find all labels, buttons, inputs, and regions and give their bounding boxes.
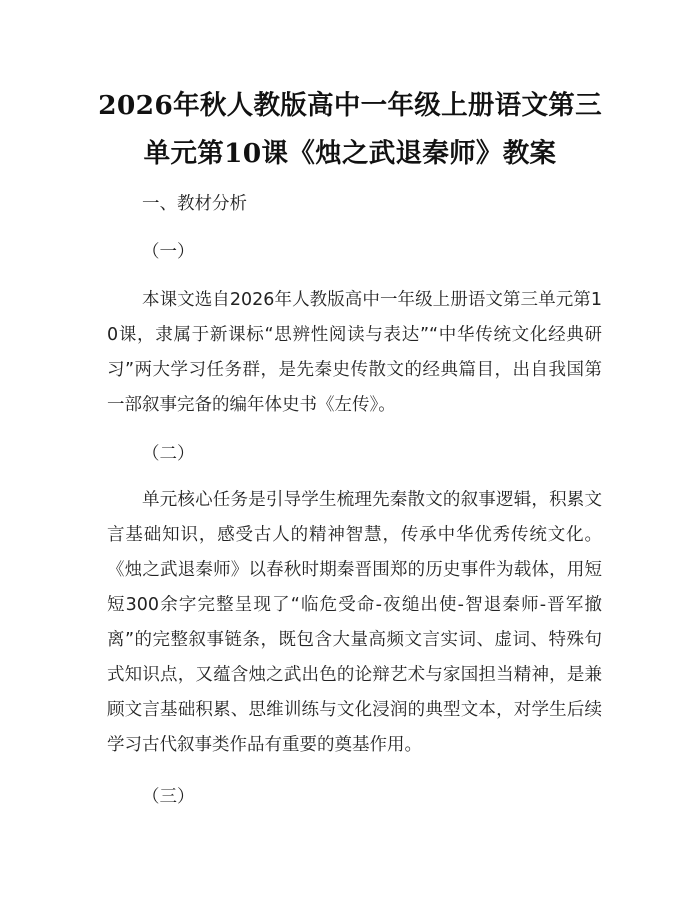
paragraph-1: 本课文选自2026年人教版高中一年级上册语文第三单元第10课，隶属于新课标“思辨性阅读与表达”“中华传统文化经典研习”两大学习任务群，是先秦史传散文的经典篇目，出自我国第一部叙事完备的编年体史书《左传》。: [107, 290, 602, 415]
section-heading-materials-analysis: 一、教材分析: [142, 194, 247, 214]
paragraph-2: 单元核心任务是引导学生梳理先秦散文的叙事逻辑，积累文言基础知识，感受古人的精神智慧，传承中华优秀传统文化。《烛之武退秦师》以春秋时期秦晋围郑的历史事件为载体，用短短300余字完整呈现了“临危受命-夜缒出使-智退秦师-晋军撤离”的完整叙事链条，既包含大量高频文言实词、虚词、特殊句式知识点，又蕴含烛之武出色的论辩艺术与家国担当精神，是兼顾文言基础积累、思维训练与文化浸润的典型文本，对学生后续学习古代叙事类作品有重要的奠基作用。: [107, 490, 602, 755]
subsection-heading-1: （一）: [142, 242, 195, 262]
subsection-heading-3: （三）: [142, 787, 195, 807]
subsection-heading-2: （二）: [142, 444, 195, 464]
document-title: 2026年秋人教版高中一年级上册语文第三单元第10课《烛之武退秦师》教案: [98, 90, 602, 169]
